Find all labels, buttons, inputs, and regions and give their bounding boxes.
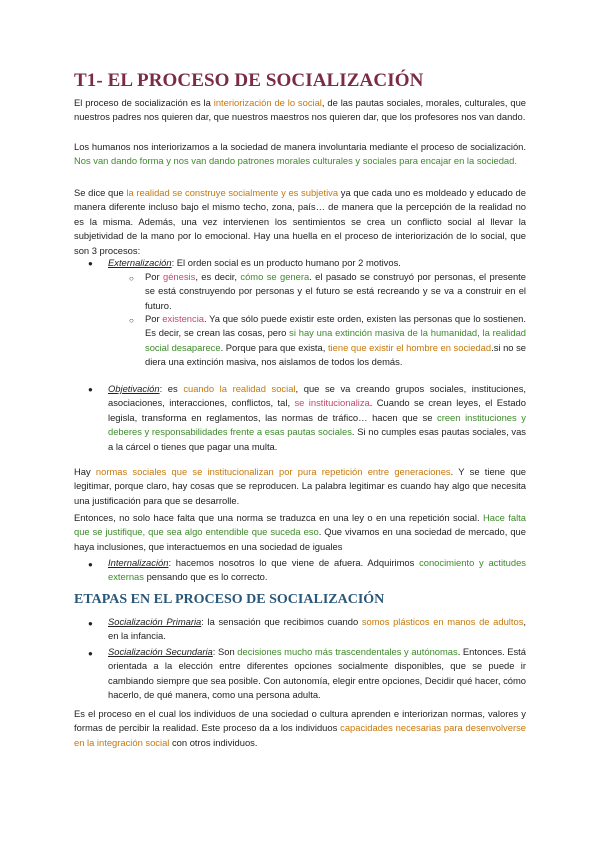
text: Hay: [74, 466, 96, 477]
highlight-text: conocimiento y actitudes externas: [108, 557, 526, 583]
highlight-text: capacidades necesarias para desenvolverse en la integración social: [74, 722, 526, 748]
paragraph-definition: [74, 707, 526, 750]
bullet-circle: ○: [129, 316, 134, 325]
text: Es el proceso en el cual los individuos de una sociedad o cultura aprenden e interiorizan normas, valores y formas de percibir la realidad. Este proceso da a los individuos: [74, 708, 526, 734]
paragraph-normas: [74, 465, 526, 508]
term-label: Objetivación: [108, 383, 160, 394]
text: pensando que es lo correcto.: [143, 571, 268, 583]
paragraph-involuntary: [74, 140, 526, 169]
item-internalizacion: [108, 556, 526, 585]
highlight-text: normas sociales que se institucionalizan por pura repetición entre generaciones: [95, 466, 451, 477]
text: , es decir,: [195, 271, 241, 282]
text: . Que vivamos en una sociedad de mercado, que haya inclusiones, que interactuemos en una sociedad de iguales: [74, 526, 526, 552]
text: El proceso de socialización es la: [74, 97, 214, 108]
text: . el pasado se construyó por personas, el presente se está construyendo por personas y el futuro se está recreando y se va a construir en el futuro.: [145, 271, 526, 311]
text: : la sensación que recibimos cuando: [201, 616, 362, 627]
subitem-genesis: [145, 270, 526, 313]
text: con otros individuos.: [169, 736, 258, 748]
text: . Y se tiene que legitimar, porque claro, hay cosas que se reproducen. La palabra legitimar es cuando hay algo que necesita una justificación para que se desarrolle.: [74, 466, 526, 506]
text: . Si no cumples esas pautas sociales, vas a la cárcel o tienes que pagar una multa.: [108, 426, 526, 452]
text: . Porque para que exista,: [220, 341, 328, 353]
paragraph-subjective-reality: [74, 186, 526, 258]
item-socializacion-primaria: [108, 615, 526, 644]
highlight-text: somos plásticos en manos de adultos: [361, 616, 524, 627]
term-label: Externalización: [108, 257, 172, 268]
item-socializacion-secundaria: [108, 645, 526, 703]
text: : es: [159, 383, 184, 394]
highlight-text: Hace falta que se justifique, que sea algo entendible que suceda eso: [74, 512, 526, 538]
highlight-text: existencia: [162, 313, 204, 324]
item-externalizacion: [108, 256, 526, 270]
section-heading: ETAPAS EN EL PROCESO DE SOCIALIZACIÓN: [74, 592, 385, 607]
paragraph-intro: [74, 96, 526, 125]
highlight-text: cómo se genera: [240, 271, 310, 282]
text: : Son: [212, 646, 238, 657]
bullet-dot: ●: [88, 649, 93, 658]
bullet-circle: ○: [129, 274, 134, 283]
term-label: Socialización Secundaria: [108, 646, 213, 657]
highlight-text: tiene que existir el hombre en sociedad: [327, 341, 492, 353]
text: , de las pautas sociales, morales, culturales, que nuestros padres nos quieren dar, que nuestros maestros nos quieren dar, que los profesores nos van dando.: [74, 97, 526, 123]
text: . Ya que sólo puede existir este orden, existen las personas que lo sostienen. Es decir, se crean las cosas, pero: [145, 313, 526, 339]
subitem-existencia: [145, 312, 526, 370]
text: , en la infancia.: [108, 616, 526, 642]
bullet-dot: ●: [88, 560, 93, 569]
highlight-text: Nos van dando forma y nos van dando patrones morales culturales y sociales para encajar en la sociedad.: [74, 155, 517, 167]
text: Por: [145, 271, 163, 282]
item-objetivacion: [108, 382, 526, 454]
bullet-dot: ●: [88, 385, 93, 394]
highlight-text: se institucionaliza: [294, 397, 370, 409]
text: ya que cada uno es moldeado y educado de manera diferente incluso bajo el mismo techo, zona, país… de manera que la percepción de la realidad no es la misma. Además, una vez intervienen los sentimientos se crea un conflicto social al llevar la subjetividad de la mano por lo emocional. Hay una huella en el proceso de interiorización de lo social, que son 3 procesos:: [74, 187, 526, 256]
text: , que se va creando grupos sociales, instituciones, asociaciones, interacciones, conflictos, tal,: [108, 383, 527, 409]
text: . Cuando se crean leyes, el Estado legisla, transforma en reglamentos, las normas de tráfico… hacen que se: [108, 397, 526, 423]
term-label: Socialización Primaria: [108, 616, 202, 627]
bullet-dot: ●: [88, 619, 93, 628]
text: .si no se diera una extinción masiva, nos aislamos de todos los demás.: [145, 341, 527, 368]
highlight-text: si hay una extinción masiva de la humanidad, la realidad social desaparece: [145, 327, 526, 353]
text: Se dice que: [74, 187, 127, 198]
text: Por: [145, 313, 163, 324]
text: . Entonces. Está orientada a la elección entre diferentes opciones socialmente disponibles, que se puede ir cambiando siempre que sea posible. Con autonomía, elegir entre opciones, Decidir qué hacer, cómo hacerlo, de qué manera, como una persona adulta.: [108, 646, 526, 701]
highlight-text: interiorización de lo social: [213, 97, 322, 108]
text: : hacemos nosotros lo que viene de afuera. Adquirimos: [168, 557, 420, 568]
highlight-text: creen instituciones y deberes y responsabilidades frente a esas pautas sociales: [108, 411, 526, 438]
highlight-text: cuando la realidad social: [183, 383, 296, 394]
bullet-dot: ●: [88, 259, 93, 268]
text: Entonces, no solo hace falta que una norma se traduzca en una ley o en una repetición social.: [74, 512, 483, 523]
text: : El orden social es un producto humano por 2 motivos.: [171, 257, 401, 268]
highlight-text: génesis: [162, 271, 196, 282]
text: Los humanos nos interiorizamos a la sociedad de manera involuntaria mediante el proceso de socialización.: [74, 141, 526, 152]
term-label: Internalización: [108, 557, 169, 568]
highlight-text: la realidad se construye socialmente y es subjetiva: [126, 187, 339, 198]
paragraph-entonces: [74, 511, 526, 554]
highlight-text: decisiones mucho más trascendentales y autónomas: [237, 646, 458, 657]
page-title: T1- EL PROCESO DE SOCIALIZACIÓN: [74, 70, 424, 91]
